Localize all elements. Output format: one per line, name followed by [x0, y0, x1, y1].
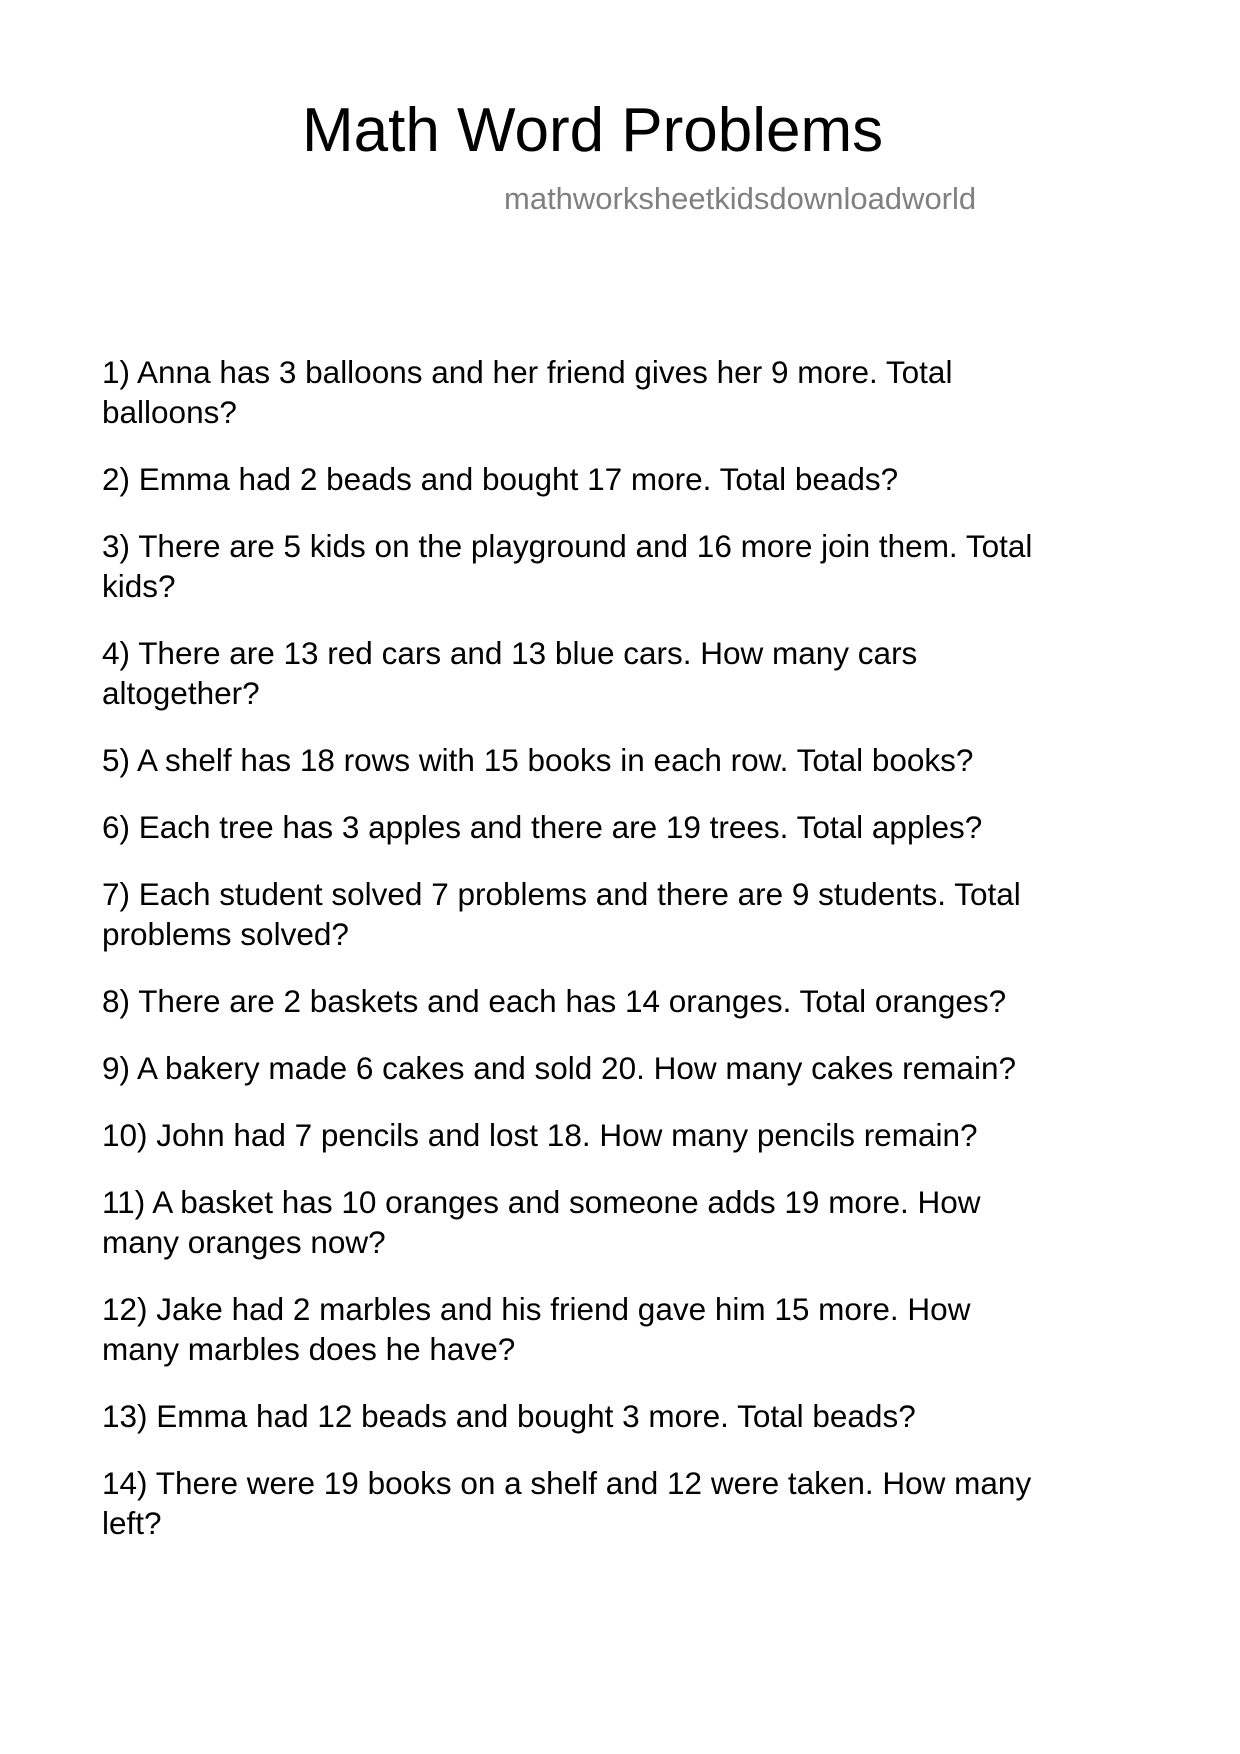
problem-list	[102, 352, 1182, 1570]
problem-text-line: left?	[102, 1505, 162, 1541]
problem-4	[102, 633, 1182, 713]
problem-3	[102, 526, 1182, 606]
problem-text-line: 1) Anna has 3 balloons and her friend gives her 9 more. Total	[102, 354, 953, 390]
problem-1	[102, 352, 1182, 432]
problem-text-line: 13) Emma had 12 beads and bought 3 more. Total beads?	[102, 1398, 916, 1434]
problem-text-line: 11) A basket has 10 oranges and someone adds 19 more. How	[102, 1184, 981, 1220]
problem-2	[102, 459, 1182, 499]
problem-text-line: 9) A bakery made 6 cakes and sold 20. How many cakes remain?	[102, 1050, 1016, 1086]
problem-text-line: 5) A shelf has 18 rows with 15 books in each row. Total books?	[102, 742, 974, 778]
problem-11	[102, 1182, 1182, 1262]
problem-text-line: 14) There were 19 books on a shelf and 12 were taken. How many	[102, 1465, 1032, 1501]
problem-9	[102, 1048, 1182, 1088]
problem-8	[102, 981, 1182, 1021]
problem-text-line: kids?	[102, 568, 176, 604]
problem-text-line: many oranges now?	[102, 1224, 386, 1260]
page-title: Math Word Problems	[302, 96, 884, 165]
page-subtitle: mathworksheetkidsdownloadworld	[504, 181, 977, 216]
problem-text-line: problems solved?	[102, 916, 349, 952]
problem-7	[102, 874, 1182, 954]
problem-text-line: 2) Emma had 2 beads and bought 17 more. Total beads?	[102, 461, 899, 497]
problem-12	[102, 1289, 1182, 1369]
problem-text-line: 8) There are 2 baskets and each has 14 oranges. Total oranges?	[102, 983, 1007, 1019]
problem-5	[102, 740, 1182, 780]
problem-text-line: balloons?	[102, 394, 237, 430]
problem-10	[102, 1115, 1182, 1155]
problem-text-line: many marbles does he have?	[102, 1331, 516, 1367]
problem-text-line: 4) There are 13 red cars and 13 blue cars. How many cars	[102, 635, 918, 671]
problem-13	[102, 1396, 1182, 1436]
problem-text-line: 7) Each student solved 7 problems and there are 9 students. Total	[102, 876, 1021, 912]
problem-text-line: 10) John had 7 pencils and lost 18. How many pencils remain?	[102, 1117, 978, 1153]
problem-text-line: 12) Jake had 2 marbles and his friend gave him 15 more. How	[102, 1291, 971, 1327]
problem-text-line: 6) Each tree has 3 apples and there are 19 trees. Total apples?	[102, 809, 983, 845]
problem-14	[102, 1463, 1182, 1543]
problem-text-line: altogether?	[102, 675, 260, 711]
problem-text-line: 3) There are 5 kids on the playground and 16 more join them. Total	[102, 528, 1033, 564]
problem-6	[102, 807, 1182, 847]
